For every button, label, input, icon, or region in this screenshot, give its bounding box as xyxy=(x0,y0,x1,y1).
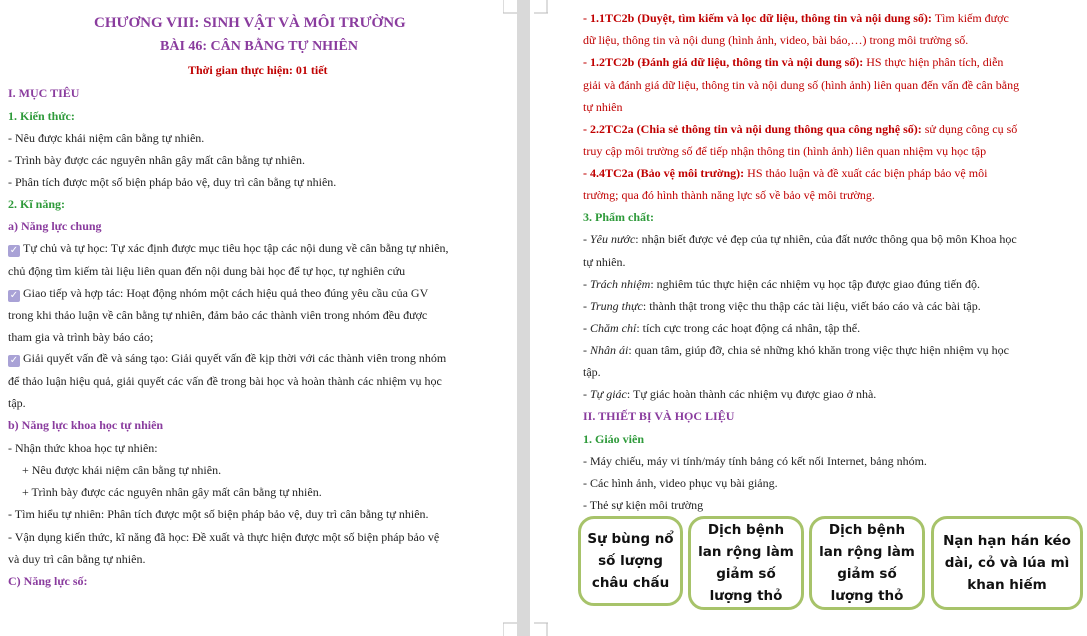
knowledge-item: - Phân tích được một số biện pháp bảo vệ, duy trì cân bằng tự nhiên. xyxy=(8,175,337,189)
digital-competence-line: truy cập môi trường số để tiếp nhận thông tin (hình ảnh) liên quan nhiệm vụ học tập xyxy=(583,144,987,158)
science-subitem: + Trình bày được các nguyên nhân gây mất cân bằng tự nhiên. xyxy=(22,485,322,499)
digital-competence-line: giải và đánh giá dữ liệu, thông tin và nội dung số (hình ảnh) liên quan đến vấn đề cân bằng xyxy=(583,78,1020,92)
competence-line: tập. xyxy=(8,396,26,410)
quality-item: - Chăm chỉ: tích cực trong các hoạt động cá nhân, tập thể. xyxy=(583,321,861,335)
section-heading-equipment: II. THIẾT BỊ VÀ HỌC LIỆU xyxy=(583,409,735,423)
heading-digital-competence: C) Năng lực số: xyxy=(8,574,88,588)
competence-line: tham gia và trình bày báo cáo; xyxy=(8,330,154,344)
heading-qualities: 3. Phẩm chất: xyxy=(583,210,654,224)
section-heading-objectives: I. MỤC TIÊU xyxy=(8,86,80,100)
quality-item: - Trung thực: thành thật trong việc thu thập các tài liệu, viết báo cáo và các bài tập. xyxy=(583,299,981,313)
event-card: Sự bùng nổ số lượng châu chấu xyxy=(578,516,683,606)
equipment-item: - Các hình ảnh, video phục vụ bài giảng. xyxy=(583,476,778,490)
quality-item: - Yêu nước: nhận biết được vẻ đẹp của tự nhiên, của đất nước thông qua bộ môn Khoa học xyxy=(583,232,1017,246)
crop-mark xyxy=(534,0,548,14)
digital-competence-line: dữ liệu, thông tin và nội dung (hình ảnh, video, bài báo,…) trong môi trường số. xyxy=(583,33,969,47)
checkbox-icon: ✓ xyxy=(9,290,19,301)
competence-line: ✓ Giải quyết vấn đề và sáng tạo: Giải quyết vấn đề kịp thời với các thành viên trong nhóm xyxy=(9,351,447,366)
quality-item: - Tự giác: Tự giác hoàn thành các nhiệm vụ được giao ở nhà. xyxy=(583,387,877,401)
equipment-item: - Máy chiếu, máy vi tính/máy tính bảng có kết nối Internet, bảng nhóm. xyxy=(583,454,927,468)
digital-competence-item: - 2.2TC2a (Chia sẻ thông tin và nội dung thông qua công nghệ số): sử dụng công cụ số xyxy=(583,122,1018,136)
left-page xyxy=(0,0,517,636)
heading-general-competence: a) Năng lực chung xyxy=(8,219,102,233)
chapter-title: CHƯƠNG VIII: SINH VẬT VÀ MÔI TRƯỜNG xyxy=(94,15,406,31)
crop-mark xyxy=(534,622,548,636)
event-card: Nạn hạn hán kéo dài, cỏ và lúa mì khan hiếm xyxy=(931,516,1083,610)
competence-line: chủ động tìm kiếm tài liệu liên quan đến nội dung bài học để tự học, tự nghiên cứu xyxy=(8,264,406,278)
quality-item: - Trách nhiệm: nghiêm túc thực hiện các nhiệm vụ học tập được giao đúng tiến độ. xyxy=(583,277,980,291)
heading-teacher: 1. Giáo viên xyxy=(583,432,645,446)
knowledge-item: - Trình bày được các nguyên nhân gây mất cân bằng tự nhiên. xyxy=(8,153,305,167)
digital-competence-item: - 1.1TC2b (Duyệt, tìm kiếm và lọc dữ liệu, thông tin và nội dung số): Tìm kiếm được xyxy=(583,11,1009,25)
quality-line: tự nhiên. xyxy=(583,255,626,269)
quality-line: tập. xyxy=(583,365,601,379)
heading-science-competence: b) Năng lực khoa học tự nhiên xyxy=(8,418,164,432)
equipment-item: - Thẻ sự kiện môi trường xyxy=(583,498,704,512)
lesson-time: Thời gian thực hiện: 01 tiết xyxy=(188,63,328,77)
quality-item: - Nhân ái: quan tâm, giúp đỡ, chia sẻ những khó khăn trong việc thực hiện nhiệm vụ học xyxy=(583,343,1009,357)
science-item: - Tìm hiểu tự nhiên: Phân tích được một số biện pháp bảo vệ, duy trì cân bằng tự nhiên. xyxy=(8,507,429,521)
digital-competence-line: trường; qua đó hình thành năng lực số về bảo vệ môi trường. xyxy=(583,188,875,202)
science-item: - Vận dụng kiến thức, kĩ năng đã học: Đề xuất và thực hiện được một số biện pháp bảo vệ xyxy=(8,530,440,544)
competence-line: ✓ Giao tiếp và hợp tác: Hoạt động nhóm một cách hiệu quả theo đúng yêu cầu của GV xyxy=(9,286,429,301)
competence-line: ✓ Tự chủ và tự học: Tự xác định được mục tiêu học tập các nội dung về cân bằng tự nhiên, xyxy=(9,241,449,256)
competence-line: trong khi thảo luận về cân bằng tự nhiên, đảm bảo các thành viên trong nhóm đều được xyxy=(8,308,428,322)
right-page xyxy=(530,0,1087,636)
digital-competence-line: tự nhiên xyxy=(583,100,623,114)
lesson-title: BÀI 46: CÂN BẰNG TỰ NHIÊN xyxy=(160,39,358,54)
checkbox-icon: ✓ xyxy=(9,355,19,366)
heading-knowledge: 1. Kiến thức: xyxy=(8,109,75,123)
crop-mark xyxy=(503,0,517,14)
crop-mark xyxy=(503,622,517,636)
competence-line: để thảo luận hiệu quả, giải quyết các vấn đề trong bài học và hoàn thành các nhiệm vụ học xyxy=(8,374,442,388)
heading-skills: 2. Kĩ năng: xyxy=(8,197,66,211)
knowledge-item: - Nêu được khái niệm cân bằng tự nhiên. xyxy=(8,131,205,145)
event-card: Dịch bệnh lan rộng làm giảm số lượng thỏ xyxy=(809,516,925,610)
checkbox-icon: ✓ xyxy=(9,245,19,256)
digital-competence-item: - 1.2TC2b (Đánh giá dữ liệu, thông tin và nội dung số): HS thực hiện phân tích, diễn xyxy=(583,55,1004,69)
science-item: và duy trì cân bằng tự nhiên. xyxy=(8,552,146,566)
science-subitem: + Nêu được khái niệm cân bằng tự nhiên. xyxy=(22,463,222,477)
science-item: - Nhận thức khoa học tự nhiên: xyxy=(8,441,158,455)
digital-competence-item: - 4.4TC2a (Bảo vệ môi trường): HS thảo luận và đề xuất các biện pháp bảo vệ môi xyxy=(583,166,988,180)
event-card: Dịch bệnh lan rộng làm giảm số lượng thỏ xyxy=(688,516,804,610)
